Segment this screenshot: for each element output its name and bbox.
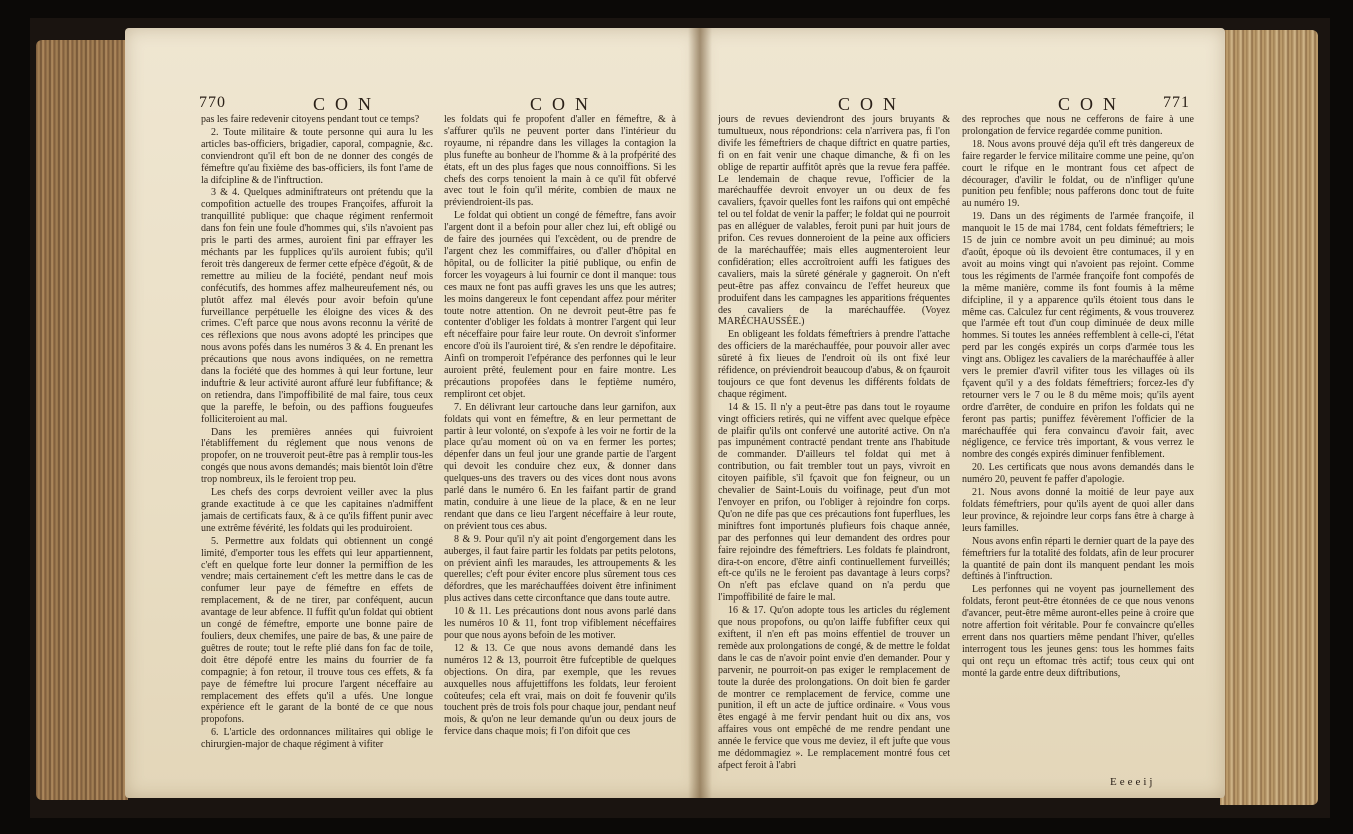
paragraph: Les perfonnes qui ne voyent pas journellement des foldats, feront peut-être étonnées de ce que nous venons d'avancer, peut-être même auront-elles peine à croire que notre affertion foit véritable. Pour fe convaincre qu'elles errent dans nos quartiers même pendant l'hiver, qu'elles interrogent tous les jeunes gens: tous les hommes faits qui ont reçu un eftomac très actif; tous ceux qui ont monté la garde entre deux diftributions, (962, 584, 1194, 679)
right-page-number: 771 (1163, 94, 1190, 111)
right-column-b (962, 114, 1194, 774)
paragraph: des reproches que nous ne cefferons de faire à une prolongation de fervice regardée comme punition. (962, 114, 1194, 137)
left-column-a (201, 114, 433, 774)
paragraph: 14 & 15. Il n'y a peut-être pas dans tout le royaume vingt officiers retirés, qui ne viffent avec quelque efpèce de plaifir qu'ils ont confervé une autorité active. On n'a pas impunément contracté pendant trente ans l'habitude de commander. D'ailleurs tel foldat qui met à contribution, ou fait trembler tout un pays, vivroit en citoyen paifible, s'il fçavoit que fon feigneur, ou un chevalier de Saint-Louis du voifinage, peut d'un mot l'envoyer en prifon, ou l'obliger à rejoindre fon corps. Qu'on ne dife pas que ces précautions font fuperflues, les miniftres font importunés plufieurs fois chaque année, par des perfonnes qui leur demandent des ordres pour faire rejoindre des fémeftriers. Les foldats fe plaindront, dira-t-on encore, d'être ainfi continuellement furveillés; eft-ce qu'ils ne le feroient pas davantage à leurs corps? On n'eft pas efclave quand on n'a perdu que l'impoffibilité de faire le mal. (718, 401, 950, 604)
paragraph: 16 & 17. Qu'on adopte tous les articles du réglement que nous propofons, ou qu'on laiffe fubfifter ceux qui exiftent, il n'en eft pas moins effentiel de trouver un remède aux prolongations de congé, & de mettre le foldat dans le cas de n'avoir point envie d'en demander. Pour y parvenir, ne pourroit-on pas exiger le remplacement de toute la durée des prolongations. On doit bien fe garder de montrer ce remplacement de fervice, comme une punition, il eft un acte de juftice ordinaire. « Vous vous êtes engagé à me fervir pendant huit ou dix ans, vos affaires vous ont empêché de me rendre pendant une année le fervice que vous me deviez, il eft jufte que vous me dédommagiez ». Le remplacement montré fous cet afpect feroit à l'abri (718, 605, 950, 771)
paragraph: 7. En délivrant leur cartouche dans leur garnifon, aux foldats qui vont en fémeftre, & en leur permettant de partir à leur volonté, on s'expofe à les voir ne fortir de la place qu'au moment où on va en fermer les portes; dépenfer dans un feul jour une grande partie de l'argent qui devoit les conduire chez eux, & donner dans quelques-uns des travers ou des vices dont nous avons parlé dans le numéro 6. En les faifant partir de grand matin, conduire à une lieue de la place, & en ne leur rendant que dans ce lieu l'argent néceffaire à leur route, on prévient tous ces abus. (444, 401, 676, 532)
paragraph: 19. Dans un des régiments de l'armée françoife, il manquoit le 15 de mai 1784, cent foldats fémeftriers; le 15 de juin ce nombre avoit un peu diminué; au mois d'août, époque où ils devoient être contumaces, il y en avoit au moins vingt qui n'avoient pas rejoint. Comme tous les régiments de l'armée françoife font compofés de la même manière, comme ils font foumis à la même difcipline, il y a apparence qu'ils étoient tous dans le même cas. Calculez fur cent régiments, & vous trouverez que l'armée eft tout d'un coup diminuée de deux mille hommes. Si toutes les années reffemblent à celle-ci, l'état perd par les congés expirés un corps d'armée tous les vingt ans. Obligez les cavaliers de la maréchauffée à aller vers le premier d'avril vifiter tous les villages où ils fçavent qu'il y a des foldats fémeftriers; forcez-les d'y retourner vers le 7 ou le 8 du même mois; qu'ils ayent ordre d'arrêter, de conduire en prifon les foldats qui ne feront pas partis; puniffez févèrement l'officier de la maréchauffée qui fera convaincu d'avoir fait, avec négligence, ce fervice très important, & vous verrez le nombre des congés expirés diminuer fenfiblement. (962, 211, 1194, 461)
paragraph: jours de revues deviendront des jours bruyants & tumultueux, nous répondrions: cela n'arrivera pas, fi l'on divife les fémeftriers de chaque diftrict en quatre parties, fi on en fait venir une chaque dimanche, & fi on les oblige de repartir auffitôt après que la revue fera paffée. Le lendemain de chaque revue, l'officier de la maréchauffée devroit envoyer un ou deux de fes cavaliers, fçavoir quelles font les raifons qui ont empêché tel ou tel foldat de venir la paffer; le foldat qui ne pourroit pas en alléguer de valables, feroit puni par huit jours de prifon. Ces revues donneroient de la peine aux officiers de la maréchauffée; mais elles augmenteroient leur confidération; elles accroîtroient auffi les fatigues des cavaliers, mais la sûreté générale y gagneroit. On n'eft peut-être pas affez convaincu de l'effet heureux que produifent dans les campagnes les apparitions fréquentes des cavaliers de la maréchauffée. (Voyez MARÉCHAUSSÉE.) (718, 114, 950, 328)
paragraph: Dans les premières années qui fuivroient l'établiffement du réglement que nous venons de propofer, on ne trouveroit peut-être pas à remplir tous-les congés que nous avons demandés; mais bientôt loin d'être trop nombreux, ils le feroient trop peu. (201, 426, 433, 486)
paragraph: Le foldat qui obtient un congé de fémeftre, fans avoir l'argent dont il a befoin pour aller chez lui, eft obligé ou de faire des journées qui l'excèdent, ou de prendre de l'argent chez les commiffaires, ou d'aller d'hôpital en hôpital, ou de folliciter la pitié publique, ou enfin de forcer les voyageurs à lui fournir ce dont il manque: tous ces maux ne font pas auffi graves les uns que les autres; les moins dangereux le font cependant affez pour mériter toute notre attention. On ne devroit peut-être pas fe contenter d'obliger les foldats à montrer l'argent qui leur eft néceffaire pour faire leur route. On devroit s'informer encore d'où ils l'auroient tiré, & s'en rendre le dépofitaire. Ainfi on tromperoit l'efpérance des perfonnes qui le leur auroient prêté, feulement pour en faire montre. Les précautions propofées dans le feptième numéro, rempliront cet objet. (444, 210, 676, 400)
paragraph: 6. L'article des ordonnances militaires qui oblige le chirurgien-major de chaque régiment à vifiter (201, 727, 433, 751)
page-block-right-edge (1220, 30, 1318, 805)
left-page-number: 770 (199, 94, 226, 111)
paragraph: 2. Toute militaire & toute personne qui aura lu les articles bas-officiers, brigadier, caporal, compagnie, &c. conviendront qu'il eft bon de ne donner des congés de fémeftre qu'au fixième des bas-officiers, ils font l'ame de la difcipline & de l'inftruction. (201, 126, 433, 186)
paragraph: 12 & 13. Ce que nous avons demandé dans les numéros 12 & 13, pourroit être fufceptible de quelques objections. On dira, par exemple, que les revues auxquelles nous affujettiffons les foldats, leur feroient coûteufes; cela eft vrai, mais on doit fe fouvenir qu'ils touchent près de trois fols pour chaque jour, pendant neuf mois, & qu'on ne leur demande qu'un ou deux jours de fervice dans chaque mois; fi l'on difoit que ces (444, 642, 676, 738)
left-running-head-b: CON (530, 94, 599, 114)
left-page (125, 28, 700, 798)
paragraph: 18. Nous avons prouvé déja qu'il eft très dangereux de faire regarder le fervice militaire comme une peine, qu'on court le rifque en le montrant fous cet afpect de décourager, d'avilir le foldat, ou de n'infliger qu'une punition peu fenfible; nous pafferons donc tout de fuite au numéro 19. (962, 138, 1194, 210)
paragraph: 20. Les certificats que nous avons demandés dans le numéro 20, peuvent fe paffer d'apologie. (962, 462, 1194, 486)
right-page (700, 28, 1225, 798)
paragraph: 10 & 11. Les précautions dont nous avons parlé dans les numéros 10 & 11, font trop vifiblement néceffaires pour que nous ayons befoin de les motiver. (444, 606, 676, 641)
paragraph: pas les faire redevenir citoyens pendant tout ce temps? (201, 114, 420, 125)
left-column-b (444, 114, 676, 774)
book-gutter (688, 28, 712, 798)
paragraph: En obligeant les foldats fémeftriers à prendre l'attache des officiers de la maréchauffée, pour pouvoir aller avec sûreté à fix lieues de l'endroit où ils ont fixé leur réfidence, on préviendroit beaucoup d'abus, & on fçauroit toujours ce que font devenus les différents foldats de chaque régiment. (718, 329, 950, 400)
paragraph: 5. Permettre aux foldats qui obtiennent un congé limité, d'emporter tous les effets qui leur appartiennent, c'eft en quelque forte leur donner la permiffion de les vendre; mais certainement c'eft les mettre dans le cas de confumer leur paye de fémeftre en effets de remplacement, & de ne tirer, par conféquent, aucun avantage de leur abfence. Il fuffit qu'un foldat qui obtient un congé de fémeftre, emporte une bonne paire de fouliers, deux chemifes, une paire de bas, & une paire de guêtres de route; tout le refte plié dans fon fac de toile, doit être dépofé entre les mains du fourrier de fa compagnie; à fon retour, il trouve tous ces effets, & fa paye de fémeftre lui procure l'argent néceffaire au remplacement des effets qu'il a ufés. Une longue expérience eft le garant de la bonté de ce que nous propofons. (201, 535, 433, 726)
page-block-left-edge (36, 40, 128, 800)
paragraph: 21. Nous avons donné la moitié de leur paye aux foldats fémeftriers, pour qu'ils ayent de quoi aller dans leur province, & rejoindre leur corps fans être à charge à leurs familles. (962, 487, 1194, 534)
left-running-head-a: CON (313, 94, 382, 114)
paragraph: 3 & 4. Quelques adminiftrateurs ont prétendu que la compofition actuelle des troupes Françoifes, affuroit la tranquillité publique: que chaque régiment renfermoit dans fon fein une foule d'hommes qui, s'ils n'avoient pas pris le parti des armes, auroient fini par effrayer les méchants par les fupplices qu'ils auroient fubis; qu'il feroit très dangereux de fermer cette efpèce d'égoût, & de remettre au milieu de la fociété, pendant neuf mois confécutifs, des hommes affez malheureufement nés, ou plutôt affez mal élevés pour avoir befoin qu'une furveillance perpétuelle les éloigne des vices & des crimes. C'eft parce que nous avons reconnu la vérité de ces réflexions que nous avons adopté les principes que nous avons pofés dans les numéros 3 & 4. En prenant les précautions que nous avons indiquées, on ne remettra dans la fociété que des hommes à qui leur fortune, leur induftrie & leur activité auront affuré leur fubfiftance; & on retiendra, dans l'impoffibilité de mal faire, tous ceux que la pareffe, le befoin, ou des paffions fougueufes folliciteroient au mal. (201, 187, 433, 425)
signature-mark: Eeeeij (1110, 776, 1156, 788)
paragraph: les foldats qui fe propofent d'aller en fémeftre, & à s'affurer qu'ils ne peuvent porter dans l'intérieur du royaume, ni répandre dans les villages la contagion la plus funefte au bonheur de l'homme & à la profpérité des états, eft un des plus fages que nous connoiffions. Si les chefs des corps tenoient la main à ce qu'il fût obfervé avec tout le foin qu'il mérite, combien de maux ne préviendroient-ils pas. (444, 114, 676, 209)
right-running-head-b: CON (1058, 94, 1127, 114)
paragraph: 8 & 9. Pour qu'il n'y ait point d'engorgement dans les auberges, il faut faire partir les foldats par petits pelotons, on prévient ainfi les maraudes, les attroupements & les querelles; c'eft pour éviter encore plus sûrement tous ces défordres, que les maréchauffées doivent être infiniment plus actives dans cette circonftance que dans toute autre. (444, 533, 676, 605)
right-column-a (718, 114, 950, 774)
paragraph: Nous avons enfin réparti le dernier quart de la paye des fémeftriers fur la totalité des foldats, afin de leur procurer la quantité de pain dont ils manquent pendant les mois deftinés à l'inftruction. (962, 535, 1194, 583)
right-running-head-a: CON (838, 94, 907, 114)
paragraph: Les chefs des corps devroient veiller avec la plus grande exactitude à ce que les capitaines n'admiffent jamais de certificats faux, & à ce qu'ils fiffent punir avec une extrême févérité, les foldats qui les produiroient. (201, 487, 433, 534)
